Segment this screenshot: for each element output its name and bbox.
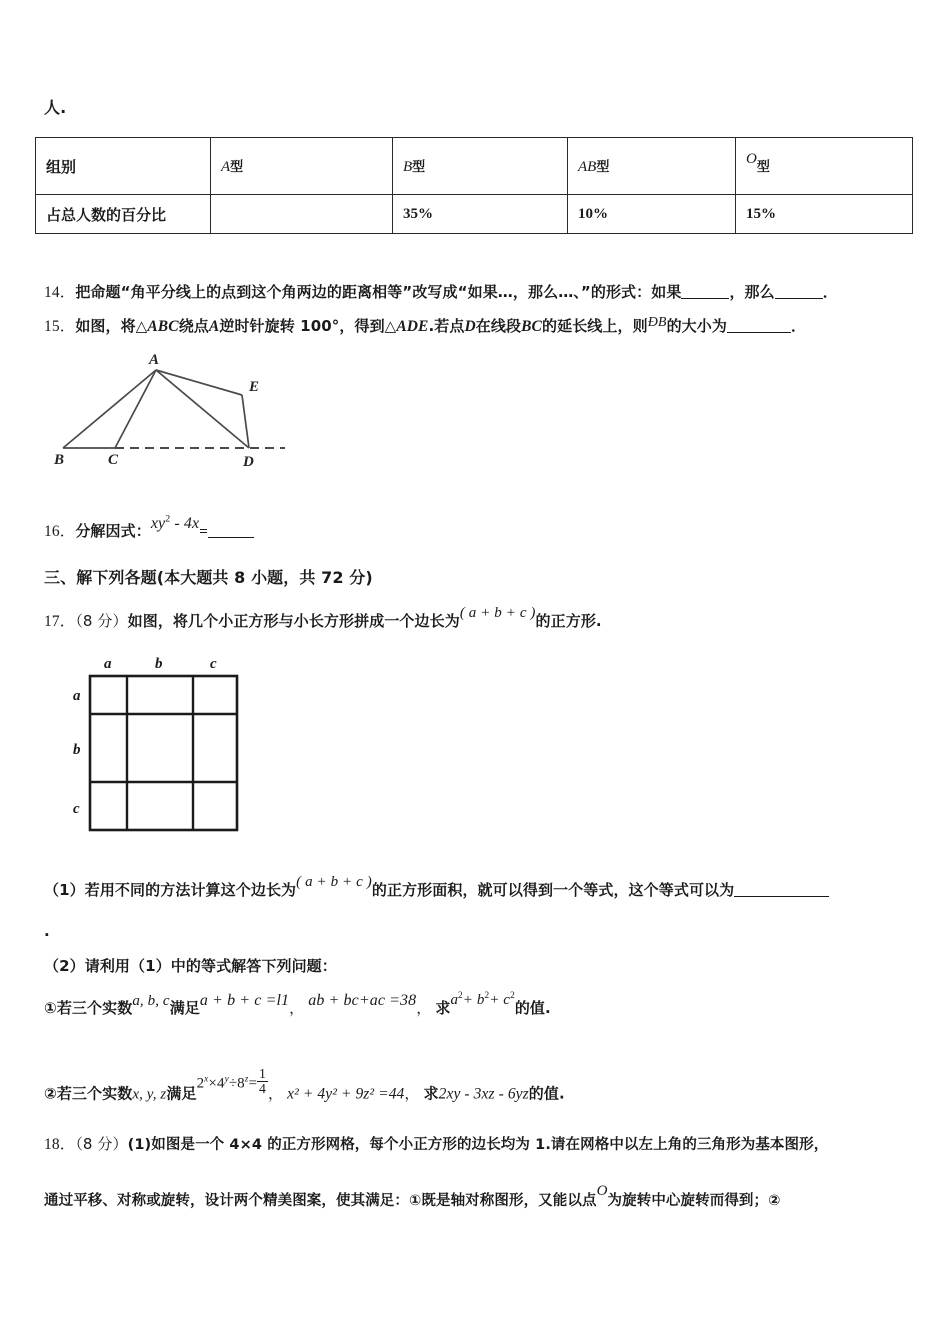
label-d: D <box>464 318 476 335</box>
table-cell-group-label: 组别 <box>36 138 211 195</box>
sq-b: + b <box>462 992 485 1008</box>
item-1-text-a: 若三个实数 <box>56 999 133 1017</box>
equals: = <box>248 1075 258 1092</box>
table-cell-o-value: 15% <box>736 195 913 234</box>
expr-a-plus-b-plus-c: ( a + b + c ) <box>296 874 372 890</box>
question-16-number: 16． <box>44 523 76 540</box>
item-2-text-d: 的值. <box>528 1084 565 1103</box>
question-15-text-f: 的延长线上，则 <box>542 317 648 335</box>
question-15-text-c: 逆时针旋转 100°，得到△ <box>219 317 397 335</box>
grid-col-label-c: c <box>210 656 217 672</box>
answer-blank[interactable] <box>727 317 791 333</box>
top-text-fragment: 人. <box>44 98 67 117</box>
q17-1-prefix: （1）若用不同的方法计算这个边长为 <box>44 881 297 899</box>
equals-sign: = <box>199 524 208 540</box>
type-o-suffix: 型 <box>756 160 770 175</box>
sq-c: + c <box>489 992 511 1008</box>
equation-quadratic: x² + 4y² + 9z² =44 <box>287 1085 405 1103</box>
grid-row-label-a: a <box>73 688 81 704</box>
question-17-part-1 <box>44 874 829 903</box>
grid-outer-square <box>90 676 237 830</box>
question-15-text-d: .若点 <box>428 317 465 335</box>
question-15-number: 15． <box>44 318 76 335</box>
label-bc: BC <box>521 318 542 335</box>
grid-col-label-a: a <box>104 656 112 672</box>
grid-row-label-b: b <box>73 742 81 758</box>
question-18-score: （8 分） <box>75 1135 128 1153</box>
question-14-text-b: ，那么 <box>729 283 775 301</box>
pow-4-exp: y <box>224 1074 229 1085</box>
answer-blank[interactable] <box>734 881 829 897</box>
fraction-numerator: 1 <box>259 1066 267 1081</box>
table-header-type-o <box>736 138 913 195</box>
comma: ， <box>289 999 305 1017</box>
vars-abc: a, b, c <box>132 993 170 1009</box>
table-row <box>36 195 913 234</box>
question-14-number: 14． <box>44 284 76 301</box>
vertex-label-b: B <box>54 452 65 468</box>
table-cell-a-value <box>211 195 393 234</box>
pow-2-exp: x <box>204 1074 209 1085</box>
question-15-text-g: 的大小为 <box>666 317 727 335</box>
expr-rest: - 4x <box>174 515 200 532</box>
table-header-type-ab <box>568 138 736 195</box>
expr-a-plus-b-plus-c: ( a + b + c ) <box>459 605 536 621</box>
expr-base: xy <box>150 515 166 532</box>
item-1-text-c: 求 <box>435 999 451 1017</box>
table-header-type-a <box>211 138 393 195</box>
pow-8: ÷8 <box>228 1075 245 1092</box>
question-17 <box>44 605 602 634</box>
equation-squares: $a^2+ b^2+ c^2$ <box>450 991 515 1008</box>
equation-powers <box>197 1067 268 1097</box>
expr-exponent: 2 <box>165 513 171 525</box>
item-2-text-a: 若三个实数 <box>56 1084 133 1103</box>
equation-sum: a + b + c =l1 <box>199 992 290 1009</box>
segment-ca <box>115 370 156 448</box>
question-15-text-b: 绕点 <box>178 317 209 335</box>
section-3-heading: 三、解下列各题(本大题共 8 小题，共 72 分) <box>44 568 373 587</box>
question-16 <box>44 513 254 544</box>
question-18 <box>44 1133 828 1157</box>
item-2-text-b: 满足 <box>166 1084 197 1103</box>
question-17-text-a: 如图，将几个小正方形与小长方形拼成一个边长为 <box>127 612 460 630</box>
sq-a: a <box>450 992 459 1008</box>
grid-row-label-c: c <box>73 801 80 817</box>
question-15-text-a: 如图，将△ <box>75 317 148 335</box>
type-ab-letter: AB <box>578 159 597 175</box>
question-18-line-1: (1)如图是一个 4×4 的正方形网格，每个小正方形的边长均为 1.请在网格中以左上角的三角形为基本图形， <box>127 1137 829 1153</box>
vars-xyz: x, y, z <box>132 1086 167 1103</box>
type-ab-suffix: 型 <box>596 160 610 175</box>
table-header-row <box>36 138 913 195</box>
blood-type-percentage-table <box>35 137 913 234</box>
angle-b-symbol: ÐB <box>647 315 667 330</box>
type-a-suffix: 型 <box>230 160 244 175</box>
triangle-rotation-figure <box>30 350 320 480</box>
question-18-line-2-b: 为旋转中心旋转而得到；② <box>607 1193 781 1209</box>
vertex-label-a: A <box>149 352 160 368</box>
pow-2: 2 <box>196 1075 205 1092</box>
question-15-text-h: ． <box>790 317 807 335</box>
question-17-part-2: （2）请利用（1）中的等式解答下列问题： <box>44 957 337 975</box>
question-14-text-c: ． <box>822 283 838 301</box>
question-15-text-e: 在线段 <box>475 317 522 335</box>
label-a: A <box>208 318 220 335</box>
vertex-label-d: D <box>243 454 254 470</box>
table-cell-ab-value: 10% <box>568 195 736 234</box>
equation-target: 2xy - 3xz - 6yz <box>438 1085 529 1103</box>
type-o-letter: O <box>746 151 757 167</box>
question-17-number: 17． <box>44 613 76 630</box>
expression-xy2-4x <box>151 512 199 536</box>
segment-ed <box>242 395 249 448</box>
table-header-type-b <box>393 138 568 195</box>
question-15 <box>44 315 806 338</box>
item-1-text-b: 满足 <box>169 999 200 1017</box>
question-18-number: 18． <box>44 1136 76 1153</box>
type-b-suffix: 型 <box>412 160 426 175</box>
segment-ae <box>156 370 242 395</box>
question-18-line-2 <box>44 1183 781 1213</box>
equation-pairsum: ab + bc+ac =38 <box>308 992 417 1009</box>
pow-8-exp: z <box>244 1074 249 1085</box>
item-1-marker: ① <box>44 999 57 1017</box>
vertex-label-e: E <box>249 379 260 395</box>
segment-ad <box>156 370 249 448</box>
label-ade: ADE <box>396 318 429 335</box>
comma: ， <box>416 999 432 1017</box>
segment-ba <box>63 370 156 448</box>
grid-col-label-b: b <box>155 656 163 672</box>
question-14-text-a: 把命题“角平分线上的点到这个角两边的距离相等”改写成“如果…，那么…、”的形式：如果 <box>75 283 682 301</box>
label-abc: ABC <box>147 318 179 335</box>
question-17-part-2-item-1 <box>44 991 551 1021</box>
question-17-text-b: 的正方形. <box>535 612 602 630</box>
rotation-center-o: O <box>596 1183 608 1199</box>
item-2-marker: ② <box>44 1084 57 1103</box>
item-2-text-c: 求 <box>423 1084 439 1103</box>
question-17-part-2-item-2 <box>44 1066 565 1108</box>
answer-blank[interactable] <box>775 283 823 299</box>
q17-1-trailing-period: . <box>44 922 50 940</box>
fraction-denominator: 4 <box>259 1081 267 1097</box>
answer-blank[interactable] <box>681 283 729 299</box>
pow-4: ×4 <box>208 1075 225 1092</box>
table-cell-b-value: 35% <box>393 195 568 234</box>
question-14 <box>44 281 838 304</box>
table-cell-row-header: 占总人数的百分比 <box>36 195 211 234</box>
q17-1-suffix: 的正方形面积，就可以得到一个等式，这个等式可以为 <box>371 881 735 899</box>
fraction-one-quarter <box>257 1067 268 1097</box>
comma: ， <box>268 1084 284 1103</box>
answer-blank[interactable] <box>208 522 254 538</box>
comma: ， <box>404 1084 420 1103</box>
type-b-letter: B <box>403 159 413 175</box>
question-18-line-2-a: 通过平移、对称或旋转，设计两个精美图案，使其满足：①既是轴对称图形，又能以点 <box>44 1193 597 1209</box>
abc-square-grid <box>55 648 265 843</box>
type-a-letter: A <box>221 159 231 175</box>
question-17-score: （8 分） <box>75 612 128 630</box>
vertex-label-c: C <box>108 452 119 468</box>
question-16-label: 分解因式： <box>75 522 151 540</box>
item-1-text-d: 的值. <box>514 999 551 1017</box>
